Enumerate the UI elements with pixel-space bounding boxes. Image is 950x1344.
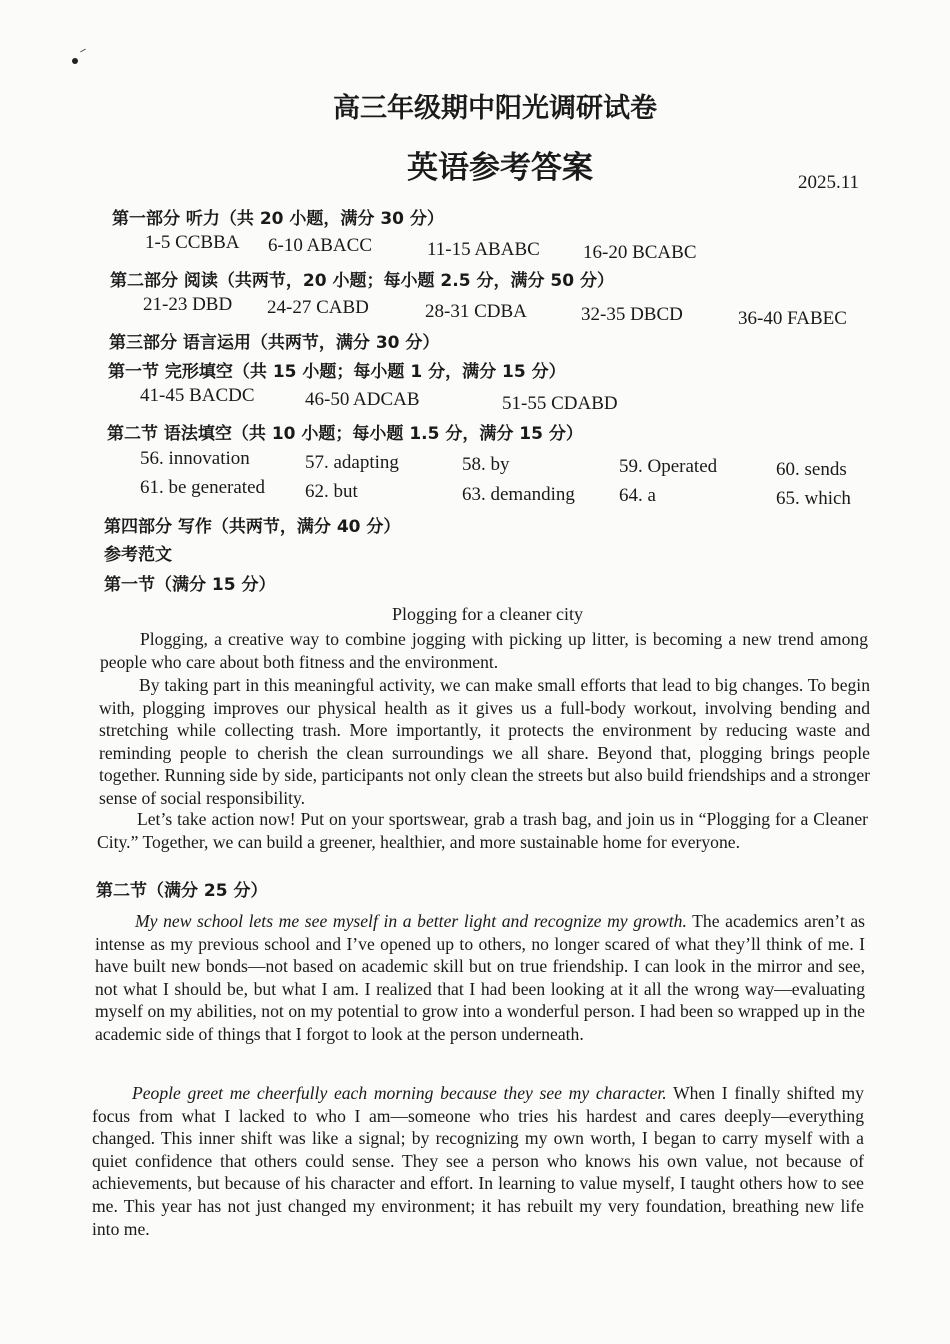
page-subtitle: 英语参考答案 [407,150,593,186]
essay2-p2-body: When I finally shifted my focus from what I lacked to who I am—someone who tries his hardest and cares deeply—everything changed. This inner shift was like a signal; by recognizing my own worth, I began to carry myself with a quiet confidence that others could sense. They see a person who knows his own value, not because of achievements, but because of his character and effort. In learning to value myself, I taught others how to see me. This year has not just changed my environment; it has rebuilt my very foundation, breathing new life into me. [92,1083,864,1239]
essay2-p1-lead: My new school lets me see myself in a better light and recognize my growth. [135,911,687,931]
part2-heading: 第二部分 阅读（共两节，20 小题；每小题 2.5 分，满分 50 分） [110,271,614,291]
answer-65: 65. which [776,488,851,509]
part3-section2-heading: 第二节 语法填空（共 10 小题；每小题 1.5 分，满分 15 分） [107,424,583,444]
answer-1-5: 1-5 CCBBA [145,232,240,253]
essay1-paragraph-1: Plogging, a creative way to combine jogging with picking up litter, is becoming a new trend among people who care about both fitness and the environment. [100,629,868,672]
answer-51-55: 51-55 CDABD [502,393,618,414]
answer-46-50: 46-50 ADCAB [305,389,420,410]
answer-21-23: 21-23 DBD [143,294,233,315]
answer-36-40: 36-40 FABEC [738,308,847,329]
answer-62: 62. but [305,481,358,502]
essay1-paragraph-3: Let’s take action now! Put on your sportswear, grab a trash bag, and join us in “Plogging for a Cleaner City.” Together, we can build a greener, healthier, and more sustainable home for everyone. [97,809,868,852]
answer-41-45: 41-45 BACDC [140,385,255,406]
scan-mark-stroke [80,49,86,53]
reference-essay-label: 参考范文 [104,545,172,565]
part4-section2-heading: 第二节（满分 25 分） [96,881,268,901]
page-title: 高三年级期中阳光调研试卷 [333,93,657,124]
essay2-p2-lead: People greet me cheerfully each morning because they see my character. [132,1083,667,1103]
answer-56: 56. innovation [140,448,250,469]
scan-mark [72,58,78,64]
answer-58: 58. by [462,454,510,475]
essay-title: Plogging for a cleaner city [392,604,583,624]
part4-section1-heading: 第一节（满分 15 分） [104,575,276,595]
essay2-paragraph-2 [92,1082,864,1240]
answer-16-20: 16-20 BCABC [583,242,697,263]
answer-63: 63. demanding [462,484,575,505]
essay1-paragraph-2: By taking part in this meaningful activity, we can make small efforts that lead to big changes. To begin with, plogging improves our physical health as it gives us a full-body workout, involving bending and stretching while collecting trash. More importantly, it protects the environment by reducing waste and reminding people to cherish the clean surroundings we all share. Beyond that, plogging brings people together. Running side by side, participants not only clean the streets but also build friendships and a stronger sense of social responsibility. [99,675,870,808]
part3-section1-heading: 第一节 完形填空（共 15 小题；每小题 1 分，满分 15 分） [108,362,566,382]
answer-64: 64. a [619,485,656,506]
answer-32-35: 32-35 DBCD [581,304,683,325]
part3-heading: 第三部分 语言运用（共两节，满分 30 分） [109,333,440,353]
part4-heading: 第四部分 写作（共两节，满分 40 分） [104,517,401,537]
part1-heading: 第一部分 听力（共 20 小题，满分 30 分） [112,209,444,229]
answer-57: 57. adapting [305,452,399,473]
answer-6-10: 6-10 ABACC [268,235,372,256]
answer-11-15: 11-15 ABABC [427,239,540,260]
answer-59: 59. Operated [619,456,718,477]
answer-60: 60. sends [776,459,847,480]
answer-24-27: 24-27 CABD [267,297,369,318]
essay2-p1-body: The academics aren’t as intense as my previous school and I’ve opened up to others, no longer scared of what they’ll think of me. I have built new bonds—not based on academic skill but on true friendship. I can look in the mirror and see, not what I should be, but what I am. I realized that I had been looking at it all the wrong way—evaluating myself on my abilities, not on my potential to grow into a wonderful person. I had been so wrapped up in the academic side of things that I forgot to look at the person underneath. [95,911,866,1044]
answer-28-31: 28-31 CDBA [425,301,527,322]
exam-date: 2025.11 [798,172,860,193]
answer-61: 61. be generated [140,477,266,498]
essay2-paragraph-1 [95,910,865,1046]
